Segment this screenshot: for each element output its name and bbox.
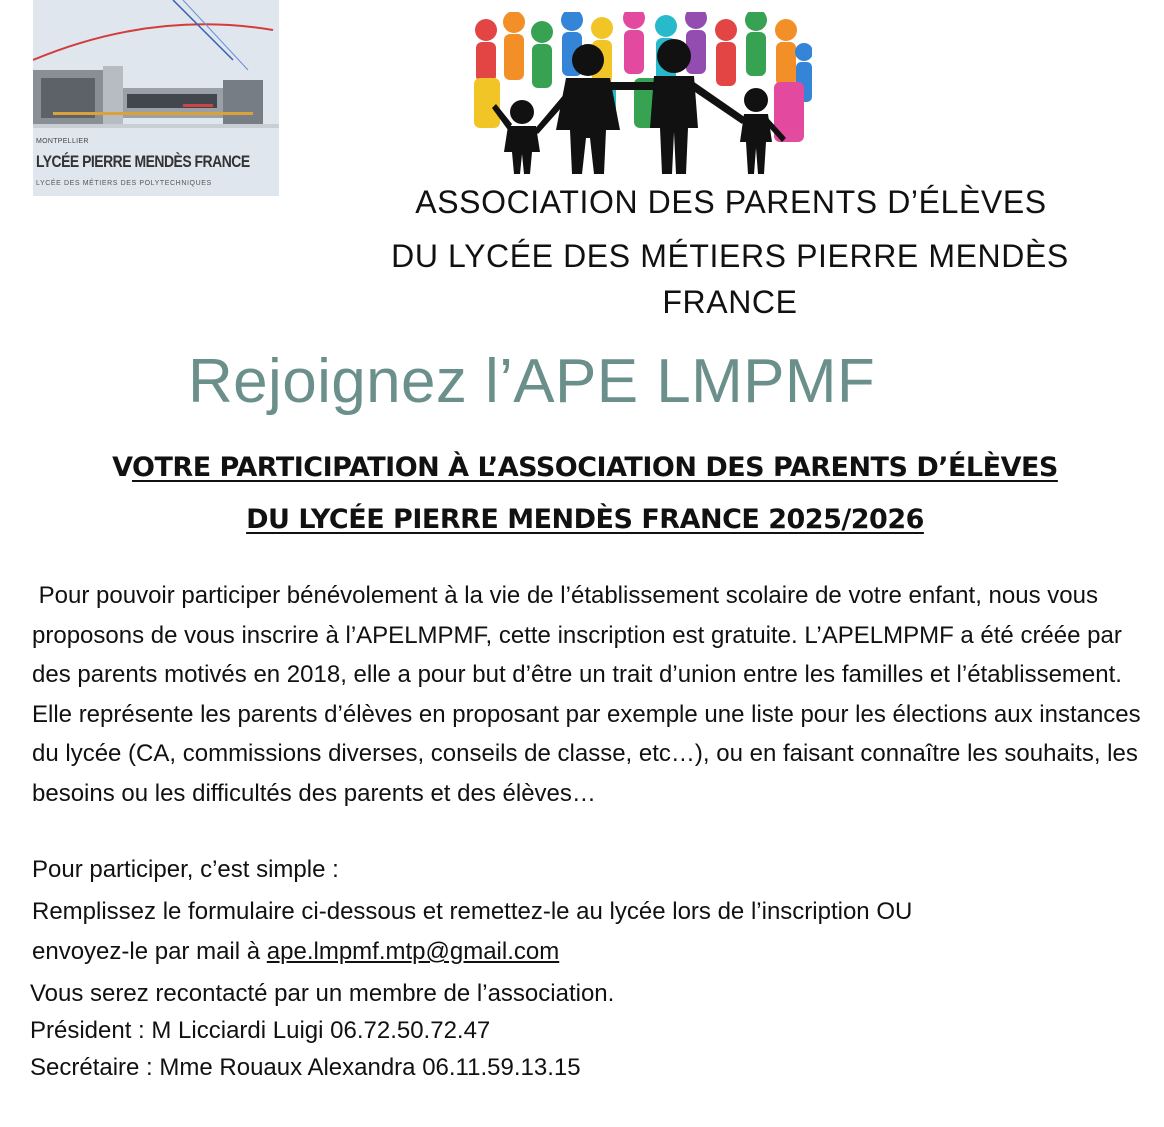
association-title-line2: DU LYCÉE DES MÉTIERS PIERRE MENDÈS	[391, 238, 1069, 274]
recontact-line: Vous serez recontacté par un membre de l’association.	[30, 980, 615, 1007]
logo-subtitle: LYCÉE DES MÉTIERS DES POLYTECHNIQUES	[36, 180, 212, 187]
association-title-line1: ASSOCIATION DES PARENTS D’ÉLÈVES	[415, 184, 1047, 220]
join-title: Rejoignez l’APE LMPMF	[188, 347, 876, 416]
president-contact: Président : M Licciardi Luigi 06.72.50.72.47	[30, 1017, 491, 1044]
form-instruction-line2	[32, 938, 559, 966]
email-link[interactable]: ape.lmpmf.mtp@gmail.com	[266, 938, 560, 965]
headline-line1-rest: OTRE PARTICIPATION À L’ASSOCIATION DES PARENTS D’ÉLÈVES	[132, 452, 1058, 483]
form-instruction-line1: Remplissez le formulaire ci-dessous et remettez-le au lycée lors de l’inscription OU	[32, 898, 913, 925]
family-silhouettes-icon	[474, 12, 812, 174]
logo-city: MONTPELLIER	[36, 138, 89, 145]
secretary-contact: Secrétaire : Mme Rouaux Alexandra 06.11.59.13.15	[30, 1054, 581, 1081]
intro-paragraph: Pour pouvoir participer bénévolement à la vie de l’établissement scolaire de votre enfant, nous vous proposons de vous inscrire à l’APELMPMF, cette inscription est gratuite. L’APELMPMF a été créée par des parents motivés en 2018, elle a pour but d’être un trait d’union entre les familles et l’établissement. Elle représente les parents d’élèves en proposant par exemple une liste pour les élections aux instances du lycée (CA, commissions diverses, conseils de classe, etc…), ou en faisant connaître les souhaits, les besoins ou les difficultés des parents et des élèves…	[32, 582, 1148, 807]
school-logo	[33, 0, 279, 196]
association-title-line3: FRANCE	[662, 284, 798, 320]
simple-line: Pour participer, c’est simple :	[32, 856, 339, 883]
headline-line1	[30, 452, 1140, 483]
headline-line2-text: DU LYCÉE PIERRE MENDÈS FRANCE 2025/2026	[246, 504, 924, 535]
logo-school-name: LYCÉE PIERRE MENDÈS FRANCE	[36, 152, 250, 171]
headline-first-letter: V	[112, 452, 133, 483]
form-instruction-prefix: envoyez-le par mail à	[32, 938, 267, 965]
headline-line2	[30, 504, 1140, 535]
families-illustration	[474, 12, 812, 174]
body-paragraph	[32, 576, 1148, 814]
